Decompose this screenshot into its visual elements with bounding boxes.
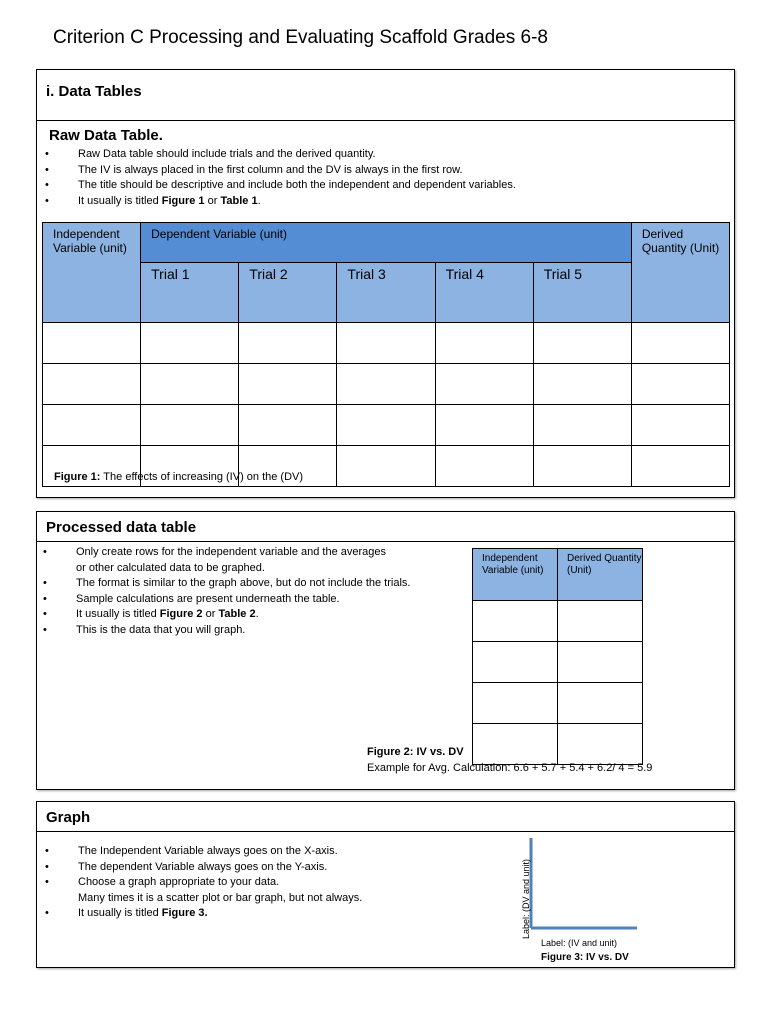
raw-data-table bbox=[42, 222, 730, 487]
raw-data-bullets bbox=[45, 147, 516, 209]
table-row bbox=[473, 724, 643, 765]
page-title: Criterion C Processing and Evaluating Scaffold Grades 6-8 bbox=[53, 27, 548, 48]
data-tables-heading: i. Data Tables bbox=[46, 83, 142, 100]
table-row bbox=[473, 601, 643, 642]
list-item: • The dependent Variable always goes on the Y-axis. bbox=[45, 860, 328, 873]
list-item: • Only create rows for the independent variable and the averages bbox=[43, 546, 387, 558]
list-item: or other calculated data to be graphed. bbox=[76, 561, 265, 574]
derived-header-cell: Derived Quantity (Unit) bbox=[558, 549, 643, 601]
divider bbox=[37, 120, 734, 121]
graph-bullets bbox=[45, 844, 363, 922]
graph-section bbox=[36, 801, 735, 968]
list-item: • The format is similar to the graph above, but do not include the trials. bbox=[43, 577, 411, 589]
raw-data-heading: Raw Data Table. bbox=[49, 127, 163, 144]
list-item: • It usually is titled Figure 2 or Table 2. bbox=[43, 608, 259, 620]
x-axis-label: Label: (IV and unit) bbox=[541, 938, 618, 948]
list-item: • The Independent Variable always goes on the X-axis. bbox=[45, 845, 338, 857]
figure-3-caption: Figure 3: IV vs. DV bbox=[541, 952, 629, 963]
list-item: • It usually is titled Figure 1 or Table 1. bbox=[45, 194, 261, 207]
list-item: • Raw Data table should include trials and the derived quantity. bbox=[45, 148, 376, 160]
trial-header-cell: Trial 4 bbox=[435, 263, 533, 323]
processed-section bbox=[36, 511, 735, 790]
list-item: • Choose a graph appropriate to your data. bbox=[45, 876, 280, 888]
divider bbox=[37, 541, 734, 542]
iv-header-cell: Independent Variable (unit) bbox=[473, 549, 558, 601]
figure-1-caption: Figure 1: The effects of increasing (IV) on the (DV) bbox=[54, 471, 304, 483]
table-row bbox=[43, 364, 730, 405]
y-axis-label: Label: (DV and unit) bbox=[521, 858, 531, 940]
dv-header-cell: Dependent Variable (unit) bbox=[141, 223, 632, 263]
divider bbox=[37, 831, 734, 832]
table-row bbox=[43, 405, 730, 446]
trial-header-cell: Trial 1 bbox=[141, 263, 239, 323]
table-row bbox=[43, 323, 730, 364]
derived-header-cell: Derived Quantity (Unit) bbox=[631, 223, 729, 323]
trial-header-cell: Trial 5 bbox=[533, 263, 631, 323]
graph-heading: Graph bbox=[46, 809, 91, 826]
processed-heading: Processed data table bbox=[46, 519, 197, 536]
list-item: • The IV is always placed in the first column and the DV is always in the first row. bbox=[45, 163, 463, 176]
graph-axes bbox=[527, 838, 647, 938]
trial-header-cell: Trial 2 bbox=[239, 263, 337, 323]
list-item: • The title should be descriptive and include both the independent and dependent variables. bbox=[45, 179, 516, 191]
list-item: Many times it is a scatter plot or bar graph, but not always. bbox=[78, 891, 363, 904]
list-item: • Sample calculations are present underneath the table. bbox=[43, 592, 340, 605]
list-item: • It usually is titled Figure 3. bbox=[45, 907, 208, 919]
trial-header-cell: Trial 3 bbox=[337, 263, 435, 323]
iv-header-cell: Independent Variable (unit) bbox=[43, 223, 141, 323]
list-item: • This is the data that you will graph. bbox=[43, 623, 246, 636]
table-row bbox=[473, 642, 643, 683]
data-tables-section bbox=[36, 69, 735, 498]
figure-2-caption: Figure 2: IV vs. DV bbox=[367, 746, 464, 758]
avg-calculation: Example for Avg. Calculation: 6.6 + 5.7 + 5.4 + 6.2/ 4 = 5.9 bbox=[367, 762, 653, 774]
table-row bbox=[473, 683, 643, 724]
processed-data-table bbox=[472, 548, 643, 765]
processed-bullets bbox=[43, 545, 411, 638]
